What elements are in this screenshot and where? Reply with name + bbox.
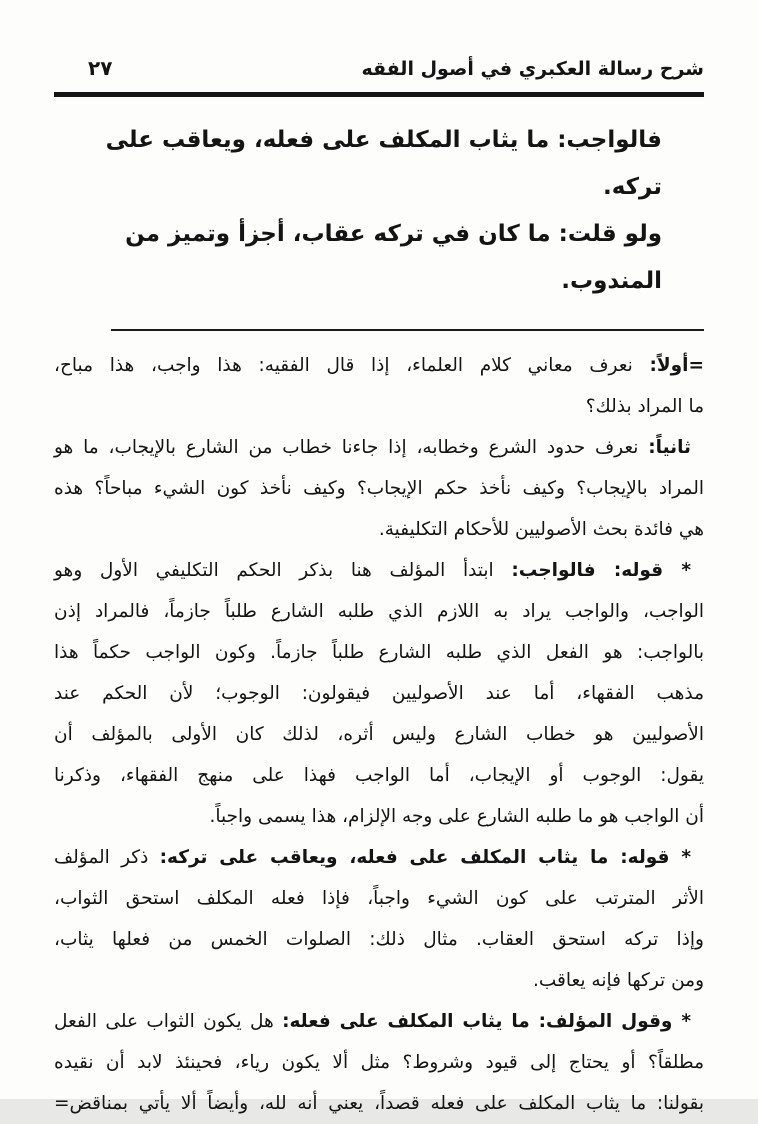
commentary-line — [54, 591, 704, 632]
commentary-line — [54, 345, 704, 386]
commentary-line — [54, 1042, 704, 1083]
matn-line: ولو قلت: ما كان في تركه عقاب، أجزأ وتميز من المندوب. — [125, 221, 662, 294]
matn-block — [54, 117, 704, 305]
commentary-text: بقولنا: ما يثاب المكلف على فعله قصداً، يعني أنه لله، وأيضاً ألا يأتي بمناقض= — [54, 1093, 704, 1114]
commentary-line — [54, 796, 704, 837]
commentary-text: نعرف معاني كلام العلماء، إذا قال الفقيه: هذا واجب، هذا مباح، — [54, 355, 650, 376]
commentary-line — [54, 427, 704, 468]
commentary-line — [54, 386, 704, 427]
commentary-line — [54, 878, 704, 919]
commentary-text: المراد بالإيجاب؟ وكيف نأخذ حكم الإيجاب؟ وكيف نأخذ كون الشيء مباحاً؟ هذه — [54, 478, 704, 499]
commentary-text: يقول: الوجوب أو الإيجاب، أما الواجب فهذا على منهج الفقهاء، وذكرنا — [54, 765, 704, 786]
commentary-line — [54, 714, 704, 755]
commentary-line — [54, 550, 704, 591]
matn-line: فالواجب: ما يثاب المكلف على فعله، ويعاقب على تركه. — [105, 127, 662, 200]
commentary-text: الأثر المترتب على كون الشيء واجباً، فإذا فعله المكلف استحق الثواب، — [54, 888, 704, 909]
commentary-line — [54, 632, 704, 673]
commentary-block — [54, 345, 704, 1124]
page-number: ٢٧ — [88, 56, 113, 80]
commentary-lead: * قوله: ما يثاب المكلف على فعله، ويعاقب على تركه: — [159, 847, 691, 868]
commentary-text: هل يكون الثواب على الفعل — [54, 1011, 283, 1032]
commentary-text: ذكر المؤلف — [54, 847, 160, 868]
commentary-text: نعرف حدود الشرع وخطابه، إذا جاءنا خطاب من الشارع بالإيجاب، ما هو — [54, 437, 649, 458]
commentary-line — [54, 919, 704, 960]
commentary-text: ابتدأ المؤلف هنا بذكر الحكم التكليفي الأول وهو — [54, 560, 512, 581]
commentary-text: ما المراد بذلك؟ — [585, 396, 704, 417]
commentary-text: ومن تركها فإنه يعاقب. — [532, 970, 704, 991]
commentary-lead: * قوله: فالواجب: — [511, 560, 692, 581]
commentary-text: الواجب، والواجب يراد به اللازم الذي طلبه الشارع طلباً جازماً، فالمراد إذن — [54, 601, 704, 622]
commentary-line — [54, 755, 704, 796]
commentary-text: وإذا تركه استحق العقاب. مثال ذلك: الصلوات الخمس من فعلها يثاب، — [54, 929, 704, 950]
commentary-line — [54, 1083, 704, 1124]
footnote-separator — [111, 329, 704, 331]
commentary-line — [54, 960, 704, 1001]
commentary-line — [54, 468, 704, 509]
commentary-text: مذهب الفقهاء، أما عند الأصوليين فيقولون: الوجوب؛ لأن الحكم عند — [54, 683, 704, 704]
page-content — [54, 0, 704, 1124]
commentary-lead: =أولاً: — [649, 355, 704, 376]
book-title: شرح رسالة العكبري في أصول الفقه — [361, 58, 704, 80]
commentary-text: أن الواجب هو ما طلبه الشارع على وجه الإلزام، هذا يسمى واجباً. — [209, 806, 704, 827]
commentary-lead: * وقول المؤلف: ما يثاب المكلف على فعله: — [282, 1011, 691, 1032]
page-header — [54, 50, 704, 80]
commentary-line — [54, 1001, 704, 1042]
commentary-text: مطلقاً؟ أو يحتاج إلى قيود وشروط؟ مثل ألا يكون رياء، فحينئذ لابد أن نقيده — [54, 1052, 704, 1073]
commentary-text: بالواجب: هو الفعل الذي طلبه الشارع طلباً جازماً. وكون الواجب حكماً هذا — [54, 642, 704, 663]
commentary-line — [54, 509, 704, 550]
commentary-text: الأصوليين هو خطاب الشارع وليس أثره، لذلك كان الأولى بالمؤلف أن — [54, 724, 704, 745]
commentary-text: هي فائدة بحث الأصوليين للأحكام التكليفية. — [378, 519, 704, 540]
header-rule — [54, 92, 704, 97]
commentary-line — [54, 673, 704, 714]
commentary-lead: ثانياً: — [648, 437, 691, 458]
commentary-line — [54, 837, 704, 878]
